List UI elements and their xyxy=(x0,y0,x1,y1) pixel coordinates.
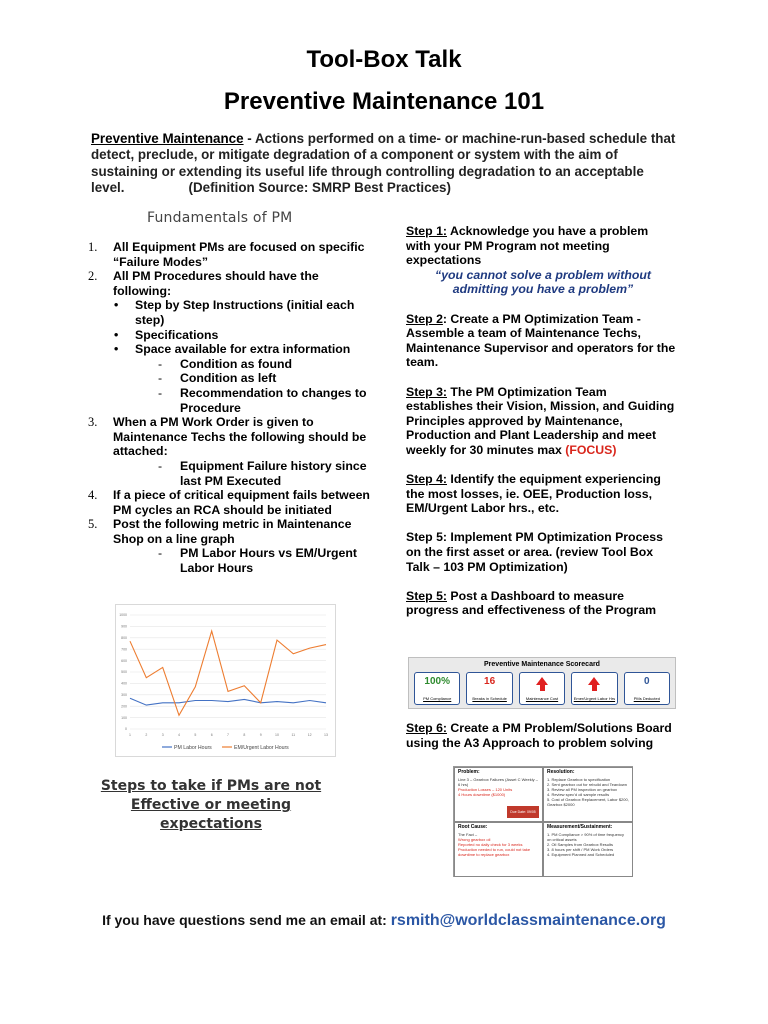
dash-item xyxy=(86,357,376,372)
dash-text: PM Labor Hours vs EM/Urgent Labor Hours xyxy=(180,546,357,576)
x-tick-label: 11 xyxy=(291,733,296,737)
step-label: Step 2 xyxy=(406,311,443,326)
step-5b xyxy=(406,589,676,618)
x-tick-label: 8 xyxy=(243,733,246,737)
dash-icon: - xyxy=(158,371,163,386)
chart-canvas xyxy=(116,605,335,756)
x-tick-label: 6 xyxy=(210,733,213,737)
list-text: All Equipment PMs are focused on specific “Failure Modes” xyxy=(113,240,365,269)
a3-resolution xyxy=(543,767,633,822)
a3-root-item: Wrong gearbox oil xyxy=(458,837,491,842)
a3-resolution-item: 4. Review spec'd oil sample results xyxy=(547,792,610,797)
a3-measure-item: 1. PM Compliance > 90% of time frequency on critical assets xyxy=(547,832,625,842)
list-number: 5. xyxy=(88,517,98,532)
list-number: 2. xyxy=(88,269,98,284)
x-tick-label: 5 xyxy=(194,733,197,737)
bullet-text: Space available for extra information xyxy=(135,342,351,357)
a3-problem-line: Line 3 – Gearbox Failures (Asset C Weekly – 6 hrs) xyxy=(458,777,538,787)
a3-measure-item: 3. 8 hours per shift / PM Work Orders xyxy=(547,847,614,852)
definition-text: - Actions performed on a time- or machine-run-based schedule that detect, preclude, or mitigate degradation of a component or system with the aim of sustaining or extending its useful life through controlling degradation to an acceptable level. xyxy=(91,131,676,196)
step-1 xyxy=(406,224,676,268)
x-tick-label: 4 xyxy=(178,733,180,737)
y-tick-label: 800 xyxy=(121,636,127,640)
list-text: Post the following metric in Maintenance Shop on a line graph xyxy=(113,517,352,546)
dash-text: Equipment Failure history since last PM Executed xyxy=(180,458,367,488)
series-line xyxy=(130,698,326,705)
step-1-quote: “you cannot solve a problem without admitting you have a problem” xyxy=(435,267,651,297)
card-label: Breaks in Schedule xyxy=(472,696,507,701)
definition-paragraph xyxy=(91,131,676,197)
a3-root-item: Reported no daily check for 3 weeks xyxy=(458,842,523,847)
x-tick-label: 9 xyxy=(259,733,262,737)
y-tick-label: 700 xyxy=(121,647,127,652)
card-label: Emer/Urgent Labor Hrs xyxy=(573,696,616,701)
a3-problem-line: 4 Hours downtime ($1000) xyxy=(458,792,506,797)
focus-tag: (FOCUS) xyxy=(565,442,617,457)
list-text: When a PM Work Order is given to Maintenance Techs the following should be attached: xyxy=(113,415,367,459)
a3-resolution-item: 2. Sent gearbox out for rebuild and Teardown xyxy=(547,782,627,787)
step-text: Acknowledge you have a problem with your PM Program not meeting expectations xyxy=(406,224,649,268)
step-4 xyxy=(406,472,676,516)
a3-root-heading: Root Cause: xyxy=(458,824,488,830)
list-text: If a piece of critical equipment fails between PM cycles an RCA should be initiated xyxy=(113,488,370,517)
step-label: Step 1: xyxy=(406,224,447,238)
y-tick-label: 1000 xyxy=(119,613,127,618)
a3-problem-heading: Problem: xyxy=(458,769,480,775)
step-text: Create a PM Problem/Solutions Board using the A3 Approach to problem solving xyxy=(406,721,672,750)
x-tick-label: 2 xyxy=(145,733,148,737)
scorecard-card xyxy=(414,672,460,705)
bullet-icon: • xyxy=(114,298,119,313)
fundamentals-heading: Fundamentals of PM xyxy=(147,210,293,226)
step-5a: Step 5: Implement PM Optimization Process on the first asset or area. (review Tool Box Talk – 103 PM Optimization) xyxy=(406,530,663,574)
list-text: All PM Procedures should have the following: xyxy=(113,269,319,298)
step-label: Step 3: xyxy=(406,384,447,399)
a3-resolution-item: 3. Review all PM inspection on gearbox xyxy=(547,787,618,792)
a3-measure-heading: Measurement/Sustainment: xyxy=(547,824,613,830)
card-value: 100% xyxy=(424,676,450,687)
a3-problem xyxy=(454,767,543,822)
a3-resolution-item: 5. Cost of Gearbox Replacement, Labor $200, Gearbox $2000 xyxy=(547,797,629,807)
definition-term: Preventive Maintenance xyxy=(91,131,244,146)
scorecard-title: Preventive Maintenance Scorecard xyxy=(484,661,600,668)
bullet-icon: • xyxy=(114,342,119,357)
x-tick-label: 10 xyxy=(275,733,279,737)
list-number: 4. xyxy=(88,488,98,503)
x-tick-label: 7 xyxy=(227,733,229,737)
list-item xyxy=(86,269,376,298)
dash-icon: - xyxy=(158,546,163,561)
bullet-text: Step by Step Instructions (initial each step) xyxy=(135,298,355,327)
legend-label: EM/Urgent Labor Hours xyxy=(234,745,289,751)
bullet-item xyxy=(86,328,376,343)
list-number: 1. xyxy=(88,240,98,254)
a3-board xyxy=(453,766,633,877)
scorecard-card xyxy=(466,672,512,705)
card-label: PM Compliance xyxy=(423,696,452,701)
dash-text: Condition as left xyxy=(180,371,277,386)
step-6 xyxy=(406,721,676,750)
a3-resolution-item: 1. Replace Gearbox to specification xyxy=(547,777,611,782)
card-value: 0 xyxy=(644,676,650,687)
a3-problem-line: Production Losses – 120 Units xyxy=(458,787,513,792)
x-tick-label: 1 xyxy=(129,733,131,737)
list-item xyxy=(86,415,376,459)
email-link[interactable]: rsmith@worldclassmaintenance.org xyxy=(390,912,666,929)
a3-resolution-heading: Resolution: xyxy=(547,769,575,775)
steps-heading: Steps to take if PMs are not Effective or meeting expectations xyxy=(100,778,322,832)
dash-item xyxy=(86,371,376,386)
pm-scorecard xyxy=(408,657,676,709)
scorecard-card xyxy=(519,672,565,705)
arrow-up-icon xyxy=(588,677,600,685)
arrow-up-icon xyxy=(536,677,548,685)
x-tick-label: 12 xyxy=(307,733,312,737)
dash-icon: - xyxy=(158,458,163,473)
a3-root-cause xyxy=(454,822,543,877)
definition-source: (Definition Source: SMRP Best Practices) xyxy=(188,180,451,196)
a3-due-stamp: Due Date: 09/05 xyxy=(507,806,539,818)
step-6-block xyxy=(406,721,676,750)
dash-item xyxy=(86,386,376,415)
y-tick-label: 200 xyxy=(121,704,127,709)
dash-item xyxy=(86,546,376,575)
footer-prefix: If you have questions send me an email at: xyxy=(102,912,391,928)
step-3 xyxy=(406,385,676,458)
legend-label: PM Labor Hours xyxy=(174,745,212,751)
step-text: Identify the equipment experiencing the most losses, ie. OEE, Production loss, EM/Urgent Labor hrs., etc. xyxy=(406,472,661,516)
card-label: Maintenance Cost xyxy=(525,696,559,701)
page-subtitle: Preventive Maintenance 101 xyxy=(223,88,545,115)
x-tick-label: 13 xyxy=(324,733,328,737)
bullet-item xyxy=(86,342,376,357)
steps-column xyxy=(406,224,676,618)
step-text: Post a Dashboard to measure progress and effectiveness of the Program xyxy=(406,588,657,618)
a3-root-line: The Fact – xyxy=(458,832,478,837)
step-label: Step 4: xyxy=(406,472,447,487)
card-label: PMs Deducted xyxy=(633,696,660,701)
y-tick-label: 500 xyxy=(121,670,127,675)
step-text: The PM Optimization Team establishes their Vision, Mission, and Guiding Principles approved by Maintenance, Production and Plant Leadership and meet weekly for 30 minutes max xyxy=(406,384,675,457)
y-tick-label: 0 xyxy=(125,727,127,732)
a3-root-item: Production needed to run, could not take downtime to replace gearbox xyxy=(458,847,531,857)
dash-icon: - xyxy=(158,385,163,400)
dash-item xyxy=(86,459,376,488)
fundamentals-list xyxy=(86,240,376,576)
list-item xyxy=(86,488,376,517)
y-tick-label: 300 xyxy=(121,693,127,697)
a3-measurement xyxy=(543,822,633,877)
y-tick-label: 600 xyxy=(121,658,127,663)
x-tick-label: 3 xyxy=(161,733,164,737)
list-number: 3. xyxy=(88,415,98,430)
step-text: : Create a PM Optimization Team - Assemble a team of Maintenance Techs, Maintenance Supervisor and operators for the team. xyxy=(406,311,676,370)
list-item xyxy=(86,240,376,269)
bullet-icon: • xyxy=(114,327,119,342)
y-tick-label: 400 xyxy=(121,681,127,686)
a3-measure-item: 4. Equipment Planned and Scheduled xyxy=(547,852,615,857)
step-label: Step 6: xyxy=(406,721,447,735)
bullet-item xyxy=(86,298,376,327)
dash-icon: - xyxy=(158,356,163,371)
scorecard-card xyxy=(624,672,670,705)
a3-measure-item: 2. Oil Samples from Gearbox Results xyxy=(547,842,614,847)
labor-hours-chart xyxy=(115,604,336,757)
page-title: Tool-Box Talk xyxy=(306,46,462,73)
list-item xyxy=(86,517,376,546)
card-value: 16 xyxy=(484,676,496,687)
dash-text: Recommendation to changes to Procedure xyxy=(180,385,367,415)
y-tick-label: 100 xyxy=(121,715,127,720)
y-tick-label: 900 xyxy=(121,624,127,629)
step-2 xyxy=(406,312,676,370)
step-label: Step 5: xyxy=(406,588,447,603)
footer-contact xyxy=(0,912,768,930)
bullet-text: Specifications xyxy=(135,327,219,342)
dash-text: Condition as found xyxy=(180,356,293,371)
scorecard-card xyxy=(571,672,617,705)
